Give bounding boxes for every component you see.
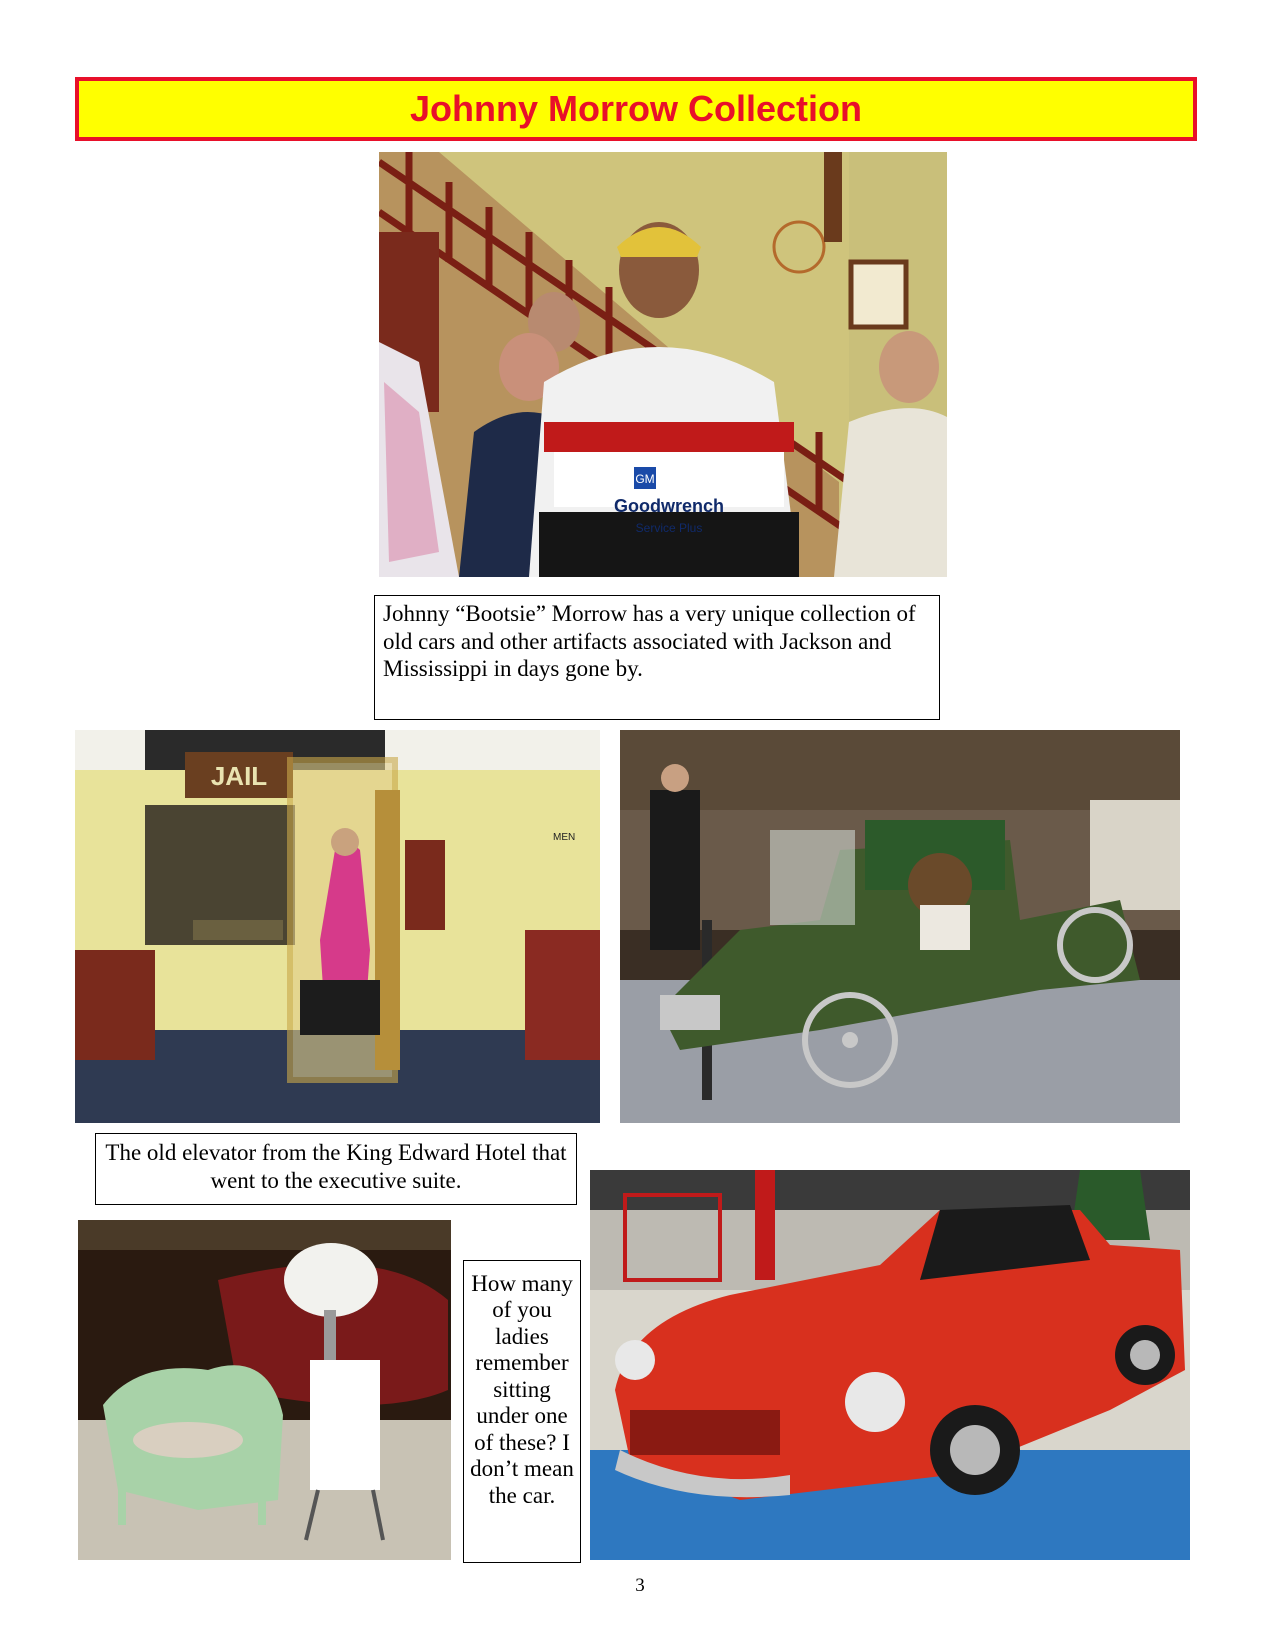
photo-johnny-morrow <box>379 152 947 577</box>
elevator-caption: The old elevator from the King Edward Hotel that went to the executive suite. <box>95 1133 577 1205</box>
jacket-brand-text: Goodwrench <box>613 496 725 516</box>
photo-elevator <box>75 730 600 1123</box>
dryer-caption: How many of you ladies remember sitting under one of these? I don’t mean the car. <box>463 1260 581 1563</box>
intro-caption: Johnny “Bootsie” Morrow has a very unique collection of old cars and other artifacts associated with Jackson and Mississippi in days gone by. <box>374 595 940 720</box>
photo-antique-car <box>620 730 1180 1123</box>
jail-sign-text: JAIL <box>210 761 268 791</box>
photo-red-convertible <box>590 1170 1190 1560</box>
gm-logo-text: GM <box>635 472 655 486</box>
title-banner <box>75 77 1197 141</box>
page-title: Johnny Morrow Collection <box>409 88 862 129</box>
jacket-sub-text: Service Plus <box>635 521 703 535</box>
page-number: 3 <box>635 1575 645 1596</box>
photo-hair-dryer <box>78 1220 451 1560</box>
men-sign-text: MEN <box>553 832 576 843</box>
